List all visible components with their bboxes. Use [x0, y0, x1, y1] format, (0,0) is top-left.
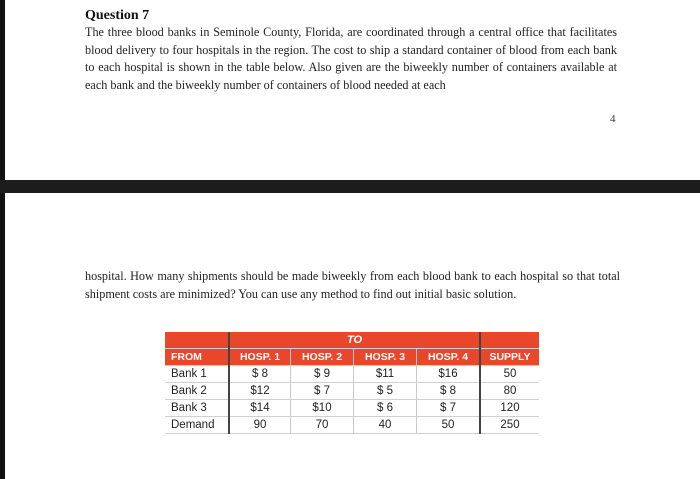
table-row	[165, 383, 539, 400]
cost-cell: $11	[354, 366, 417, 383]
table-header-row	[165, 349, 539, 366]
cost-cell: $12	[229, 383, 291, 400]
cost-cell: $ 9	[291, 366, 354, 383]
header-supply: SUPPLY	[480, 349, 539, 366]
table-row	[165, 366, 539, 383]
table-row-demand	[165, 417, 539, 434]
cost-cell: $10	[291, 400, 354, 417]
page-divider	[0, 180, 700, 193]
demand-cell: 40	[354, 417, 417, 434]
table-to-spacer	[165, 332, 229, 349]
supply-cell: 80	[480, 383, 539, 400]
cost-cell: $ 5	[354, 383, 417, 400]
question-paragraph-2: hospital. How many shipments should be made biweekly from each blood bank to each hospital so that total shipment costs are minimized? You can use any method to find out initial basic solution.	[85, 269, 620, 301]
page-number: 4	[610, 113, 616, 125]
cost-cell: $ 8	[417, 383, 481, 400]
row-label: Bank 2	[165, 383, 229, 400]
header-hosp-2: HOSP. 2	[291, 349, 354, 366]
table-to-label: TO	[229, 332, 480, 349]
cost-cell: $ 8	[229, 366, 291, 383]
row-label: Bank 3	[165, 400, 229, 417]
left-edge-bar	[0, 0, 5, 479]
question-title: Question 7	[85, 8, 150, 23]
cost-cell: $ 7	[417, 400, 481, 417]
question-paragraph-1: The three blood banks in Seminole County, Florida, are coordinated through a central office that facilitates blood delivery to four hospitals in the region. The cost to ship a standard container of blood from each bank to each hospital is shown in the table below. Also given are the biweekly number of containers available at each bank and the biweekly number of containers of blood needed at each	[85, 25, 617, 92]
header-hosp-4: HOSP. 4	[417, 349, 481, 366]
transportation-table	[165, 332, 539, 434]
cost-cell: $ 6	[354, 400, 417, 417]
row-label: Bank 1	[165, 366, 229, 383]
total-cell: 250	[480, 417, 539, 434]
header-hosp-1: HOSP. 1	[229, 349, 291, 366]
supply-cell: 50	[480, 366, 539, 383]
table-to-spacer-right	[480, 332, 539, 349]
supply-cell: 120	[480, 400, 539, 417]
cost-cell: $ 7	[291, 383, 354, 400]
cost-cell: $14	[229, 400, 291, 417]
row-label: Demand	[165, 417, 229, 434]
demand-cell: 70	[291, 417, 354, 434]
header-from: FROM	[165, 349, 229, 366]
demand-cell: 90	[229, 417, 291, 434]
table-to-row	[165, 332, 539, 349]
demand-cell: 50	[417, 417, 481, 434]
header-hosp-3: HOSP. 3	[354, 349, 417, 366]
cost-cell: $16	[417, 366, 481, 383]
table-row	[165, 400, 539, 417]
